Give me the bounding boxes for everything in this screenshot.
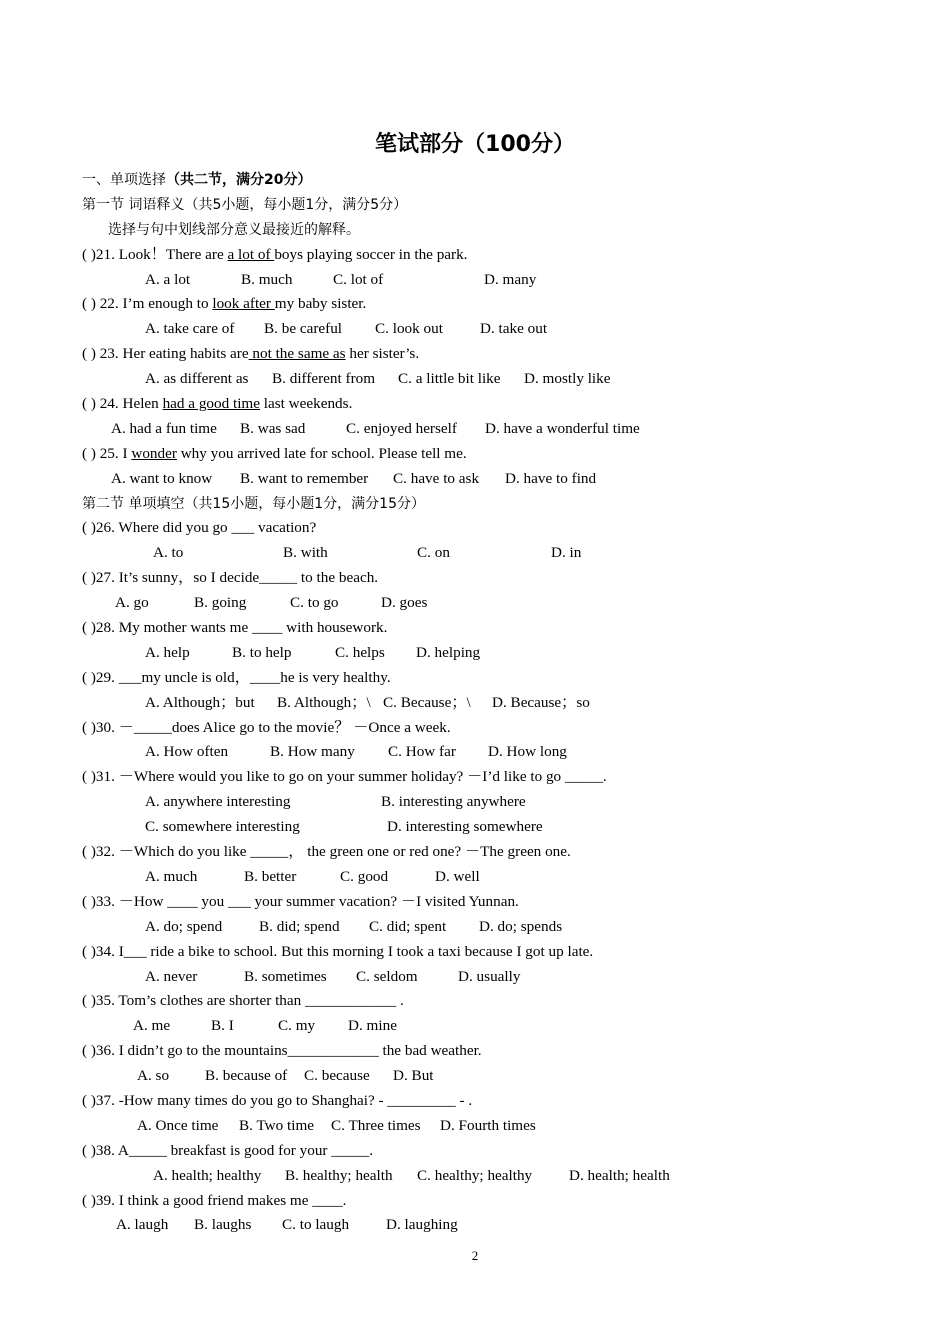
option-d: D. health; health [569,1166,670,1184]
option-b: B. How many [270,743,355,761]
option-b: B. going [194,594,247,612]
question-30: ( )30. －_____does Alice go to the movie？ －Once a week. [82,718,451,736]
option-d: D. How long [488,743,567,761]
option-c: C. to laugh [282,1216,350,1234]
option-a: A. take care of [145,320,235,338]
option-c: C. Because；\ [383,693,471,711]
question-34: ( )34. I___ ride a bike to school. But this morning I took a taxi because I got up late. [82,942,594,960]
options-25 [82,467,902,492]
options-28 [82,641,902,666]
part1-heading: 第一节 词语释义（共5小题，每小题1分，满分5分） [82,196,408,213]
underlined-phrase: look after [212,295,275,313]
option-a: A. Although；but [145,693,255,711]
option-b: B. Two time [239,1116,315,1134]
options-30 [82,740,902,765]
option-d: D. well [435,867,480,885]
underlined-phrase: not the same as [248,345,346,363]
document-body [82,168,902,1238]
option-a: A. help [145,643,190,661]
question-26: ( )26. Where did you go ___ vacation? [82,519,317,537]
option-b: B. sometimes [244,967,327,985]
option-c: C. look out [375,320,443,338]
option-b: B. better [244,867,297,885]
section-heading [82,168,902,193]
option-b: B. healthy; health [285,1166,393,1184]
option-c: C. Three times [331,1116,421,1134]
option-b: B. Although；\ [277,693,371,711]
options-39 [82,1213,902,1238]
option-d: D. mostly like [524,370,611,388]
option-b: B. because of [205,1067,288,1085]
option-a: A. to [153,544,184,562]
option-c: C. How far [388,743,456,761]
options-31-row2 [82,815,902,840]
option-d: D. do; spends [479,917,563,935]
question-23 [82,342,902,367]
option-b: B. interesting anywhere [381,793,526,811]
question-text: ( )21. Look！There are [82,245,228,263]
question-32: ( )32. －Which do you like _____， the green one or red one? －The green one. [82,843,571,861]
underlined-phrase: wonder [131,444,177,462]
option-d: D. have to find [505,469,597,487]
question-31: ( )31. －Where would you like to go on your summer holiday? －I’d like to go _____. [82,768,607,786]
question-text: ( ) 25. I [82,444,132,462]
option-d: D. Because；so [492,693,590,711]
question-22 [82,292,902,317]
question-29: ( )29. ___my uncle is old，____he is very healthy. [82,668,391,686]
question-35: ( )35. Tom’s clothes are shorter than ____________ . [82,992,404,1010]
option-d: D. But [393,1067,434,1085]
option-b: B. much [241,270,293,288]
option-b: B. want to remember [240,469,369,487]
option-b: B. to help [232,643,292,661]
option-b: B. different from [272,370,376,388]
question-text: ( ) 22. I’m enough to [82,295,213,313]
option-a: A. Once time [137,1116,219,1134]
part1-instruction: 选择与句中划线部分意义最接近的解释。 [108,221,360,238]
section-heading-prefix: 一、单项选择 [82,172,166,188]
option-a: A. anywhere interesting [145,793,291,811]
question-27: ( )27. It’s sunny，so I decide_____ to the beach. [82,569,379,587]
options-29 [82,691,902,716]
options-24 [82,417,902,442]
underlined-phrase: had a good time [162,395,260,413]
question-text: last weekends. [260,395,353,413]
options-32 [82,865,902,890]
option-b: B. I [211,1017,234,1035]
option-c: C. helps [335,643,385,661]
section-heading-detail: （共二节，满分20分） [166,172,312,188]
option-d: D. many [484,270,537,288]
option-c: C. healthy; healthy [417,1166,533,1184]
option-c: C. somewhere interesting [145,818,300,836]
question-text: why you arrived late for school. Please tell me. [176,444,467,462]
options-38 [82,1164,902,1189]
options-31-row1 [82,790,902,815]
option-a: A. go [115,594,149,612]
option-c: C. good [340,867,389,885]
question-39: ( )39. I think a good friend makes me ____. [82,1191,347,1209]
option-c: C. to go [290,594,339,612]
question-36: ( )36. I didn’t go to the mountains____________ the bad weather. [82,1042,482,1060]
option-b: B. be careful [264,320,343,338]
option-b: B. laughs [194,1216,252,1234]
question-38: ( )38. A_____ breakfast is good for your _____. [82,1141,374,1159]
option-d: D. mine [348,1017,397,1035]
part2-heading: 第二节 单项填空（共15小题，每小题1分，满分15分） [82,495,425,512]
question-text: ( ) 23. Her eating habits are [82,345,249,363]
options-23 [82,367,902,392]
option-c: C. did; spent [369,917,447,935]
option-d: D. take out [480,320,548,338]
options-27 [82,591,902,616]
option-d: D. have a wonderful time [485,419,640,437]
options-37 [82,1114,902,1139]
option-d: D. laughing [386,1216,458,1234]
option-d: D. interesting somewhere [387,818,543,836]
option-c: C. my [278,1017,316,1035]
question-text: ( ) 24. Helen [82,395,163,413]
question-33: ( )33. －How ____ you ___ your summer vacation? －I visited Yunnan. [82,892,519,910]
option-c: C. have to ask [393,469,480,487]
question-25 [82,442,902,467]
question-text: boys playing soccer in the park. [274,245,468,263]
option-c: C. because [304,1067,370,1085]
options-34 [82,965,902,990]
option-c: C. enjoyed herself [346,419,457,437]
underlined-phrase: a lot of [227,245,275,263]
option-a: A. so [137,1067,170,1085]
option-a: A. a lot [145,270,191,288]
option-a: A. health; healthy [153,1166,262,1184]
page-title: 笔试部分（100分） [375,132,575,157]
question-text: my baby sister. [274,295,367,313]
option-c: C. seldom [356,967,418,985]
option-b: B. did; spend [259,917,340,935]
option-a: A. want to know [111,469,213,487]
question-37: ( )37. -How many times do you go to Shanghai? - _________ - . [82,1091,473,1109]
option-c: C. a little bit like [398,370,501,388]
option-d: D. Fourth times [440,1116,536,1134]
page-number: 2 [471,1248,479,1263]
option-a: A. had a fun time [111,419,217,437]
option-d: D. goes [381,594,428,612]
question-24 [82,392,902,417]
options-36 [82,1064,902,1089]
option-a: A. do; spend [145,917,223,935]
options-35 [82,1014,902,1039]
option-a: A. as different as [145,370,249,388]
option-a: A. How often [145,743,229,761]
question-21 [82,243,902,268]
question-text: her sister’s. [345,345,420,363]
option-a: A. me [133,1017,171,1035]
option-a: A. much [145,867,198,885]
option-b: B. with [283,544,328,562]
options-21 [82,268,902,293]
option-d: D. in [551,544,582,562]
option-a: A. never [145,967,198,985]
option-c: C. on [417,544,450,562]
option-a: A. laugh [116,1216,169,1234]
option-c: C. lot of [333,270,384,288]
option-d: D. usually [458,967,521,985]
options-33 [82,915,902,940]
option-b: B. was sad [240,419,306,437]
question-28: ( )28. My mother wants me ____ with housework. [82,619,388,637]
option-d: D. helping [416,643,481,661]
options-26 [82,541,902,566]
options-22 [82,317,902,342]
